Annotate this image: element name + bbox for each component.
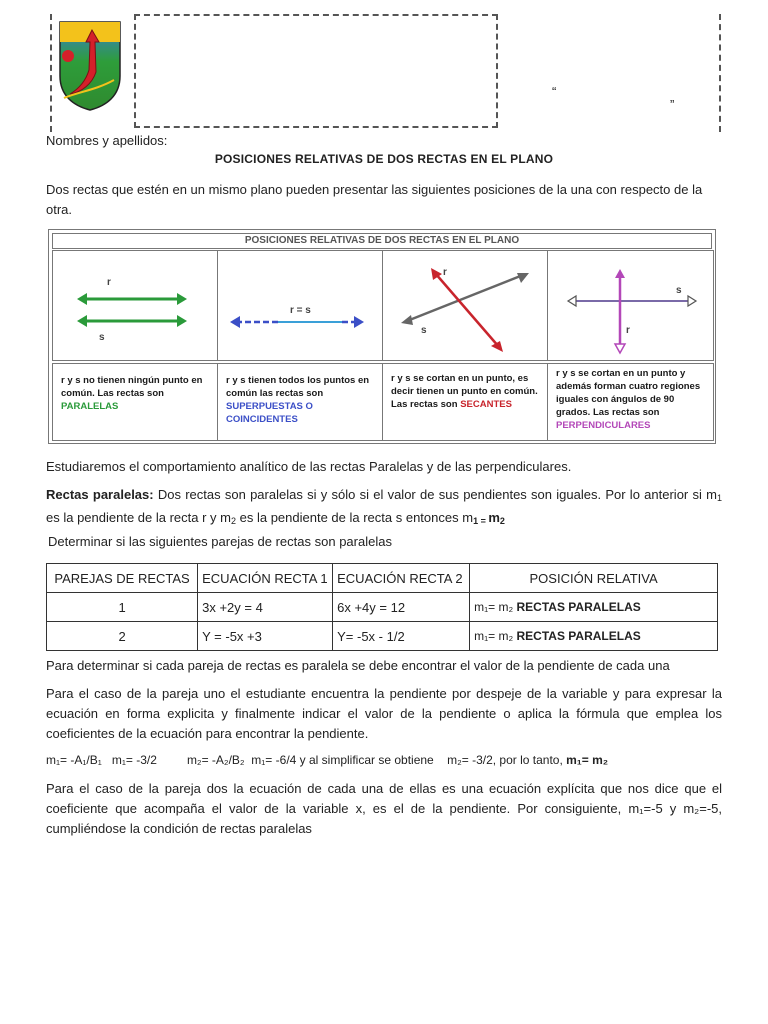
definition-text: m: [488, 510, 500, 525]
caption-secant: [382, 363, 548, 441]
relative-position: [470, 593, 718, 622]
header-info-box: [134, 14, 498, 128]
table-header: ECUACIÓN RECTA 1: [198, 564, 333, 593]
open-quote: “: [552, 84, 557, 99]
table-header: PAREJAS DE RECTAS: [47, 564, 198, 593]
definition-text: Dos rectas son paralelas si y sólo si el valor de sus pendientes son iguales. Por lo anterior si m: [153, 487, 717, 502]
equation-1: Y = -5x +3: [198, 622, 333, 651]
page-title: POSICIONES RELATIVAS DE DOS RECTAS EN EL PLANO: [214, 152, 554, 166]
caption-coincident: [217, 363, 383, 441]
equation-1: 3x +2y = 4: [198, 593, 333, 622]
table-header-row: [47, 564, 718, 593]
formula-c: m₂= -A₂/B₂: [186, 753, 245, 767]
label-r: r: [107, 277, 111, 288]
caption-highlight: PARALELAS: [61, 401, 119, 412]
equation-2: 6x +4y = 12: [333, 593, 470, 622]
label-s: s: [99, 332, 105, 343]
figure-title: POSICIONES RELATIVAS DE DOS RECTAS EN EL PLANO: [52, 233, 712, 249]
subscript: 1: [716, 493, 722, 503]
caption-text: r y s no tienen ningún punto en común. Las rectas son: [61, 375, 203, 399]
equation-2: Y= -5x - 1/2: [333, 622, 470, 651]
label-s: s: [421, 325, 427, 336]
names-label: Nombres y apellidos:: [46, 133, 168, 148]
intro-paragraph: Dos rectas que estén en un mismo plano pueden presentar las siguientes posiciones de la una con respecto de la otra.: [46, 182, 703, 217]
formula-e: m₂= -3/2, por lo tanto,: [447, 753, 567, 767]
table-row: [47, 593, 718, 622]
pair-number: 1: [47, 593, 198, 622]
panel-parallel: [52, 250, 218, 361]
school-logo: [56, 18, 124, 112]
parallel-heading: Rectas paralelas:: [46, 487, 154, 502]
parallel-pairs-table: [46, 563, 718, 651]
table-row: [47, 622, 718, 651]
caption-highlight: SUPERPUESTAS O COINCIDENTES: [226, 401, 313, 425]
paragraph-1: Para determinar si cada pareja de rectas es paralela se debe encontrar el valor de la pendiente de cada una: [46, 658, 670, 673]
formula-d: m₁= -6/4 y al simplificar se obtiene: [251, 753, 434, 767]
label-s: s: [676, 285, 682, 296]
label-r-equals-s: r = s: [290, 305, 311, 316]
perpendicular-lines-diagram: [548, 251, 713, 359]
caption-perpendicular: [547, 363, 714, 441]
caption-text: r y s se cortan en un punto y además forman cuatro regiones iguales con ángulos de 90 grados. Las rectas son: [556, 368, 701, 418]
formula-f: m₁= m₂: [566, 753, 609, 767]
subscript: 2: [499, 516, 505, 526]
caption-parallel: [52, 363, 218, 441]
table-header: POSICIÓN RELATIVA: [470, 564, 718, 593]
header-left-border: [50, 14, 53, 132]
paragraph-2: Para el caso de la pareja uno el estudiante encuentra la pendiente por despeje de la variable y para expresar la ecuación en forma explicita y finalmente indicar el valor de la pendiente o aplica la fórmula que emplea los coeficientes de la ecuación para encontrar la pendiente.: [46, 686, 722, 741]
coincident-lines-diagram: [218, 251, 382, 359]
parallel-lines-diagram: [53, 251, 217, 359]
relative-position: [470, 622, 718, 651]
position-result: RECTAS PARALELAS: [516, 629, 641, 643]
panel-perpendicular: [547, 250, 714, 361]
subscript: 1 =: [473, 516, 489, 526]
paragraph-3: Para el caso de la pareja dos la ecuación de cada una de ellas es una ecuación explícita que nos dice que el coeficiente que acompaña el valor de la variable x, es el de la pendiente. Por consiguiente, m₁=-5 y m₂=-5, cumpliéndose la condición de rectas paralelas: [46, 781, 722, 836]
task-line: Determinar si las siguientes parejas de rectas son paralelas: [48, 534, 392, 549]
table-header: ECUACIÓN RECTA 2: [333, 564, 470, 593]
panel-coincident: [217, 250, 383, 361]
label-r: r: [626, 325, 630, 336]
formula-a: m₁= -A₁/B₁: [46, 753, 102, 767]
caption-highlight: SECANTES: [460, 399, 512, 410]
study-line: Estudiaremos el comportamiento analítico de las rectas Paralelas y de las perpendiculares.: [46, 459, 572, 474]
formula-b: m₁= -3/2: [111, 753, 157, 767]
position-condition: m₁= m₂: [474, 629, 517, 643]
secant-lines-diagram: [383, 251, 547, 359]
header-right-border: [719, 14, 722, 132]
position-condition: m₁= m₂: [474, 600, 517, 614]
caption-text: r y s tienen todos los puntos en común las rectas son: [226, 375, 370, 399]
formula-line: [46, 750, 608, 770]
definition-text: es la pendiente de la recta s entonces m: [236, 510, 474, 525]
subscript: 2: [231, 516, 237, 526]
definition-text: es la pendiente de la recta r y m: [46, 510, 231, 525]
caption-text: r y s se cortan en un punto, es decir tienen un punto en común. Las rectas son: [391, 373, 538, 410]
position-result: RECTAS PARALELAS: [516, 600, 641, 614]
pair-number: 2: [47, 622, 198, 651]
label-r: r: [443, 267, 447, 278]
caption-highlight: PERPENDICULARES: [556, 420, 651, 431]
parallel-definition: [46, 485, 722, 531]
panel-secant: [382, 250, 548, 361]
relative-positions-figure: [48, 229, 716, 444]
close-quote: ”: [670, 97, 675, 112]
